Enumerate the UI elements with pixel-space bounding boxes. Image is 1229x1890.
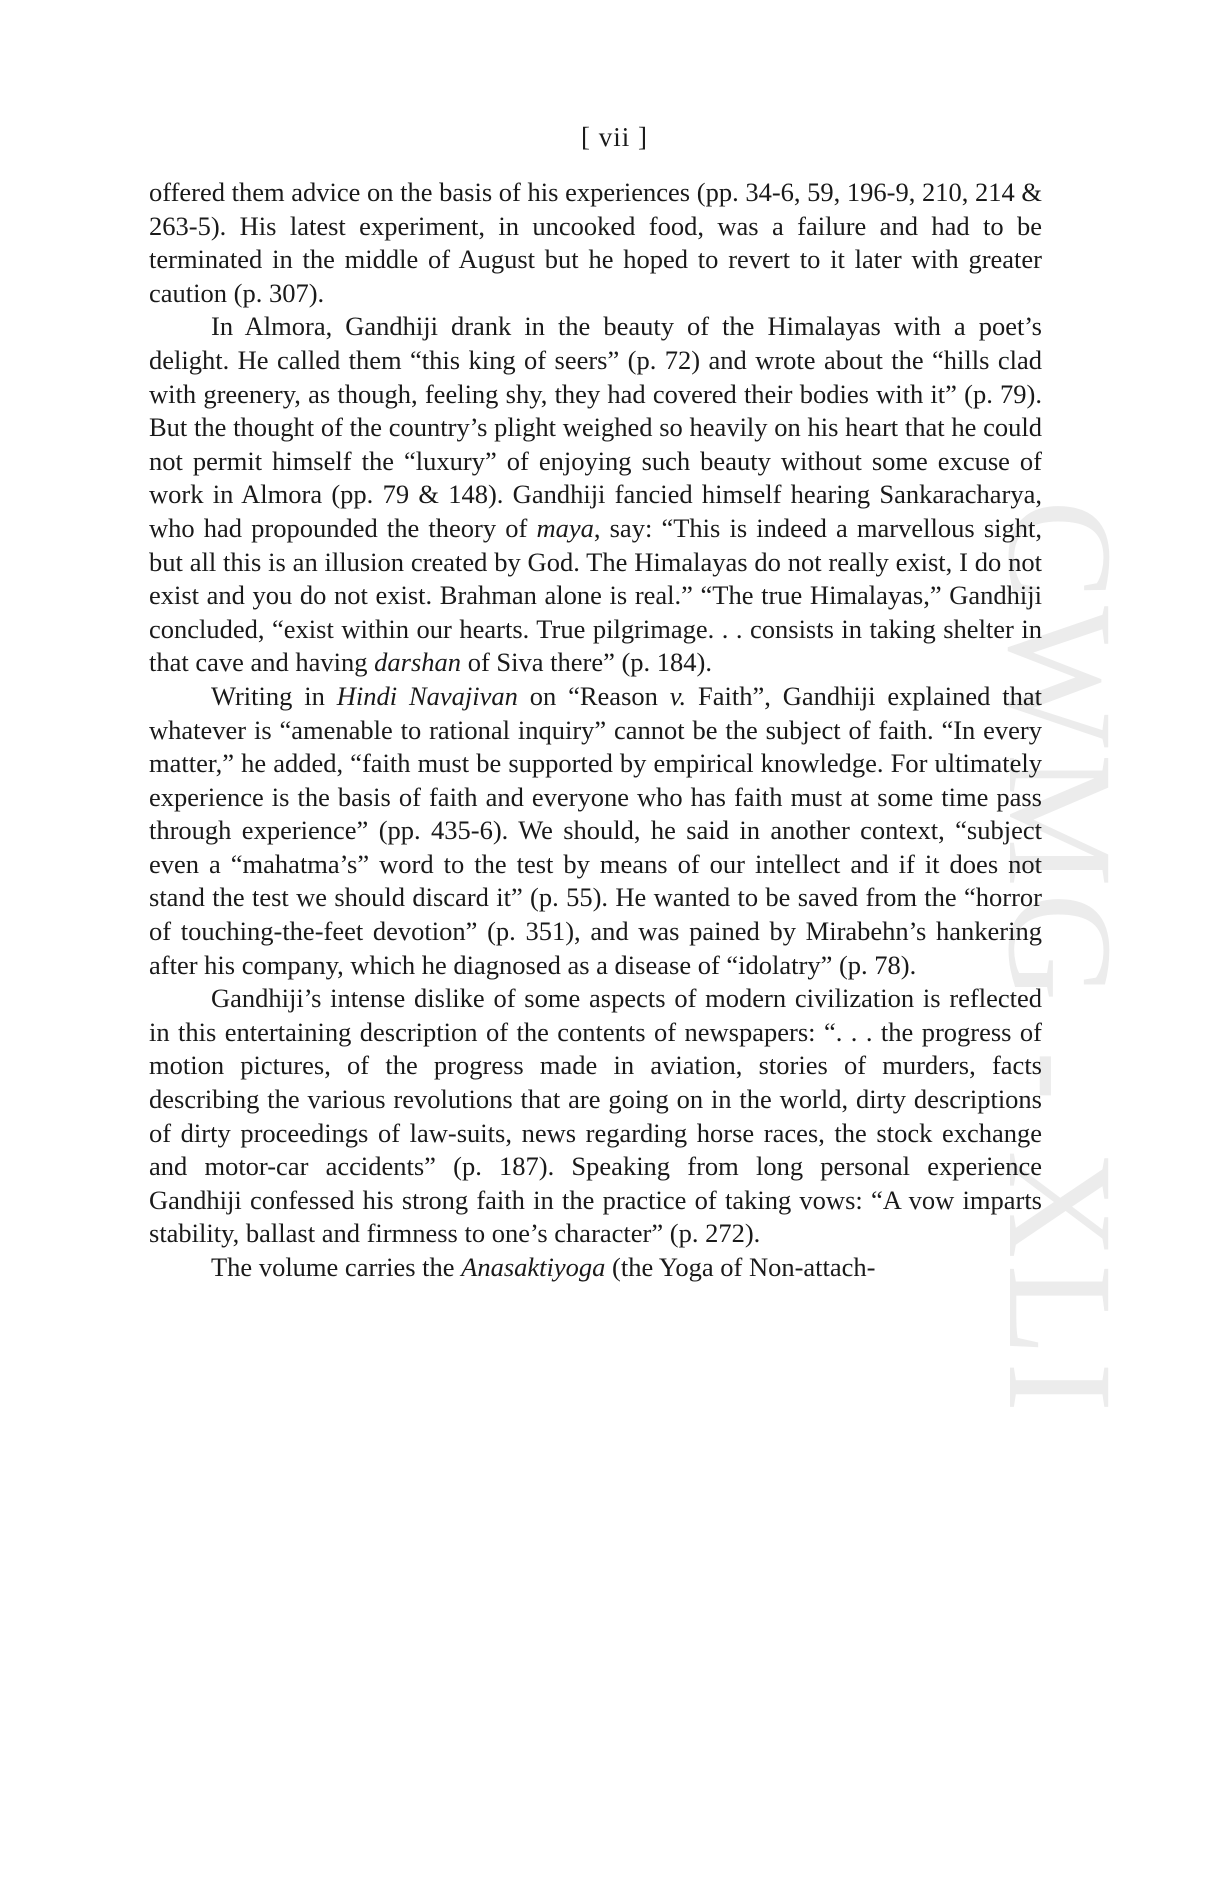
paragraph-text: , say: “This is indeed a marvellous sight, but all this is an illusion created by God. The Himalayas do not really exist, I do not exist and you do not exist. Brahman alone is real.” “The true Himalayas,” Gandhiji concluded, “exist within our hearts. True pilgrimage. . . consists in taking shelter in that cave and having xyxy=(149,512,1042,678)
paragraph-text: (the Yoga of Non-attach- xyxy=(605,1252,876,1282)
body-text xyxy=(149,176,1042,1285)
paragraph-text: on “Reason xyxy=(517,680,670,711)
paragraph-text: offered them advice on the basis of his experiences (pp. 34-6, 59, 196-9, 210, 214 & 263-5). His latest experiment, in uncooked food, was a failure and had to be terminated in the middle of August but he hoped to revert to it later with greater caution (p. 307). xyxy=(149,177,1042,308)
paragraph-text: Writing in xyxy=(211,680,337,711)
italic-text: Hindi Navajivan xyxy=(336,680,518,711)
paragraph-text: In Almora, Gandhiji drank in the beauty of the Himalayas with a poet’s delight. He called them “this king of seers” (p. 72) and wrote about the “hills clad with greenery, as though, feeling shy, they had covered their bodies with it” (p. 79). But the thought of the country’s plight weighed so heavily on his heart that he could not permit himself the “luxury” of enjoying such beauty without some excuse of work in Almora (pp. 79 & 148). Gandhiji fancied himself hearing Sankaracharya, who had propounded the theory of xyxy=(149,311,1042,543)
paragraph xyxy=(149,310,1042,680)
paragraph xyxy=(149,982,1042,1251)
paragraph-text: The volume carries the xyxy=(211,1252,462,1282)
paragraph-text: Faith”, Gandhiji explained that whatever is “amenable to rational inquiry” cannot be the subject of faith. “In every matter,” he added, “faith must be supported by empirical knowledge. For ultimately experience is the basis of faith and everyone who has faith must at some time pass through experience” (pp. 435-6). We should, he said in another context, “subject even a “mahatma’s” word to the test by means of our intellect and if it does not stand the test we should discard it” (p. 55). He wanted to be saved from the “horror of touching-the-feet devotion” (p. 351), and was pained by Mirabehn’s hankering after his company, which he diagnosed as a disease of “idolatry” (p. 78). xyxy=(149,680,1042,980)
paragraph-text: Gandhiji’s intense dislike of some aspects of modern civilization is reflected in this entertaining description of the contents of newspapers: “. . . the progress of motion pictures, of the progress made in aviation, stories of murders, facts describing the various revolutions that are going on in the world, dirty descriptions of dirty proceedings of law-suits, news regarding horse races, the stock exchange and motor-car accidents” (p. 187). Speaking from long personal experience Gandhiji confessed his strong faith in the practice of taking vows: “A vow imparts stability, ballast and firmness to one’s character” (p. 272). xyxy=(149,983,1042,1249)
italic-text: maya xyxy=(536,512,594,543)
paragraph xyxy=(149,176,1042,310)
paragraph-text: of Siva there” (p. 184). xyxy=(461,647,712,678)
paragraph xyxy=(149,680,1042,982)
page-number: [ vii ] xyxy=(581,122,648,152)
italic-text: Anasaktiyoga xyxy=(461,1252,606,1282)
italic-text: v. xyxy=(669,680,687,711)
italic-text: darshan xyxy=(374,647,462,678)
watermark: CWMG - XLI xyxy=(977,500,1143,1419)
paragraph xyxy=(149,1251,1042,1285)
